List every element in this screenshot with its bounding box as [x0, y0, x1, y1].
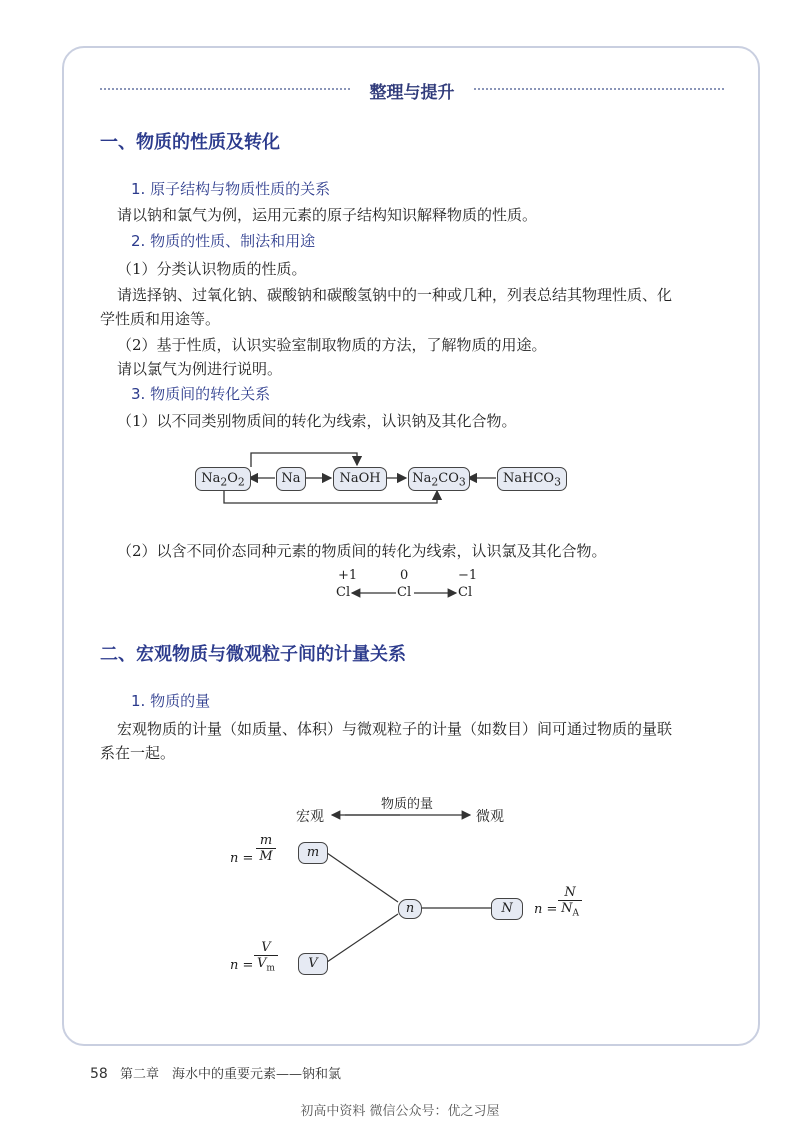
sub2-item1-text-line2: 学性质和用途等。: [100, 310, 221, 328]
naoh-box: [333, 467, 387, 491]
na2co3-label: $Na_2CO_3$: [412, 471, 466, 489]
cl-right: Cl: [458, 585, 473, 600]
sub1-text: 请以钠和氯气为例，运用元素的原子结构知识解释物质的性质。: [117, 206, 538, 224]
axis-label-macro: 宏观: [296, 809, 324, 825]
sub2-title: 2. 物质的性质、制法和用途: [131, 232, 316, 250]
nahco3-label: NaHCO$_3$: [503, 471, 561, 489]
watermark-text: 初高中资料 微信公众号：优之习屋: [300, 1104, 500, 1119]
eq1-fraction: $\frac{m}{M}$: [256, 833, 276, 864]
sub2-item1-text-line1: 请选择钠、过氧化钠、碳酸钠和碳酸氢钠中的一种或几种，列表总结其物理性质、化: [117, 286, 673, 304]
eq3-fraction: $\frac{N}{N_A}$: [558, 885, 582, 919]
sub3-title: 3. 物质间的转化关系: [131, 385, 271, 403]
section2-sub1-text-line2: 系在一起。: [100, 744, 176, 762]
eq3-prefix: n =: [534, 902, 558, 917]
cl-left: Cl: [336, 585, 351, 600]
banner-title: 整理与提升: [369, 83, 455, 103]
na2co3-box: [408, 467, 470, 491]
na2o2-label: $Na_2O_2$: [201, 471, 245, 489]
cl-middle: Cl: [397, 585, 412, 600]
section2-sub1-text-line1: 宏观物质的计量（如质量、体积）与微观粒子的计量（如数目）间可通过物质的量联: [117, 720, 673, 738]
axis-label-micro: 微观: [476, 809, 504, 825]
section2-sub1-title: 1. 物质的量: [131, 692, 211, 710]
node-amount: n: [398, 899, 422, 919]
ox-state-zero: 0: [400, 568, 409, 583]
chapter-title: 第二章 海水中的重要元素——钠和氯: [119, 1067, 341, 1082]
sub3-item2: （2）以含不同价态同种元素的物质间的转化为线索，认识氯及其化合物。: [117, 542, 607, 560]
nahco3-box: [497, 467, 567, 491]
page-footer: [90, 1063, 341, 1082]
node-volume: V: [298, 953, 328, 975]
ox-state-minus1: −1: [458, 568, 478, 583]
page-number: 58: [90, 1066, 108, 1082]
axis-label-amount: 物质的量: [381, 797, 434, 812]
na-label: Na: [281, 471, 301, 486]
sub2-item1: （1）分类认识物质的性质。: [117, 260, 307, 278]
na2o2-box: [195, 467, 251, 491]
eq1-prefix: n =: [230, 851, 254, 866]
ox-state-plus1: +1: [338, 568, 358, 583]
section2-heading: 二、宏观物质与微观粒子间的计量关系: [100, 644, 406, 665]
sub3-item1: （1）以不同类别物质间的转化为线索，认识钠及其化合物。: [117, 412, 517, 430]
sub1-title: 1. 原子结构与物质性质的关系: [131, 180, 331, 198]
sub2-item2: （2）基于性质，认识实验室制取物质的方法，了解物质的用途。: [117, 336, 547, 354]
section1-heading: 一、物质的性质及转化: [100, 132, 280, 153]
sub2-item2-text: 请以氯气为例进行说明。: [117, 360, 283, 378]
eq2-prefix: n =: [230, 958, 254, 973]
naoh-label: NaOH: [339, 471, 381, 486]
node-number: N: [491, 898, 523, 920]
na-box: [276, 467, 306, 491]
eq2-fraction: $\frac{V}{V_m}$: [254, 940, 278, 974]
node-mass: m: [298, 842, 328, 864]
